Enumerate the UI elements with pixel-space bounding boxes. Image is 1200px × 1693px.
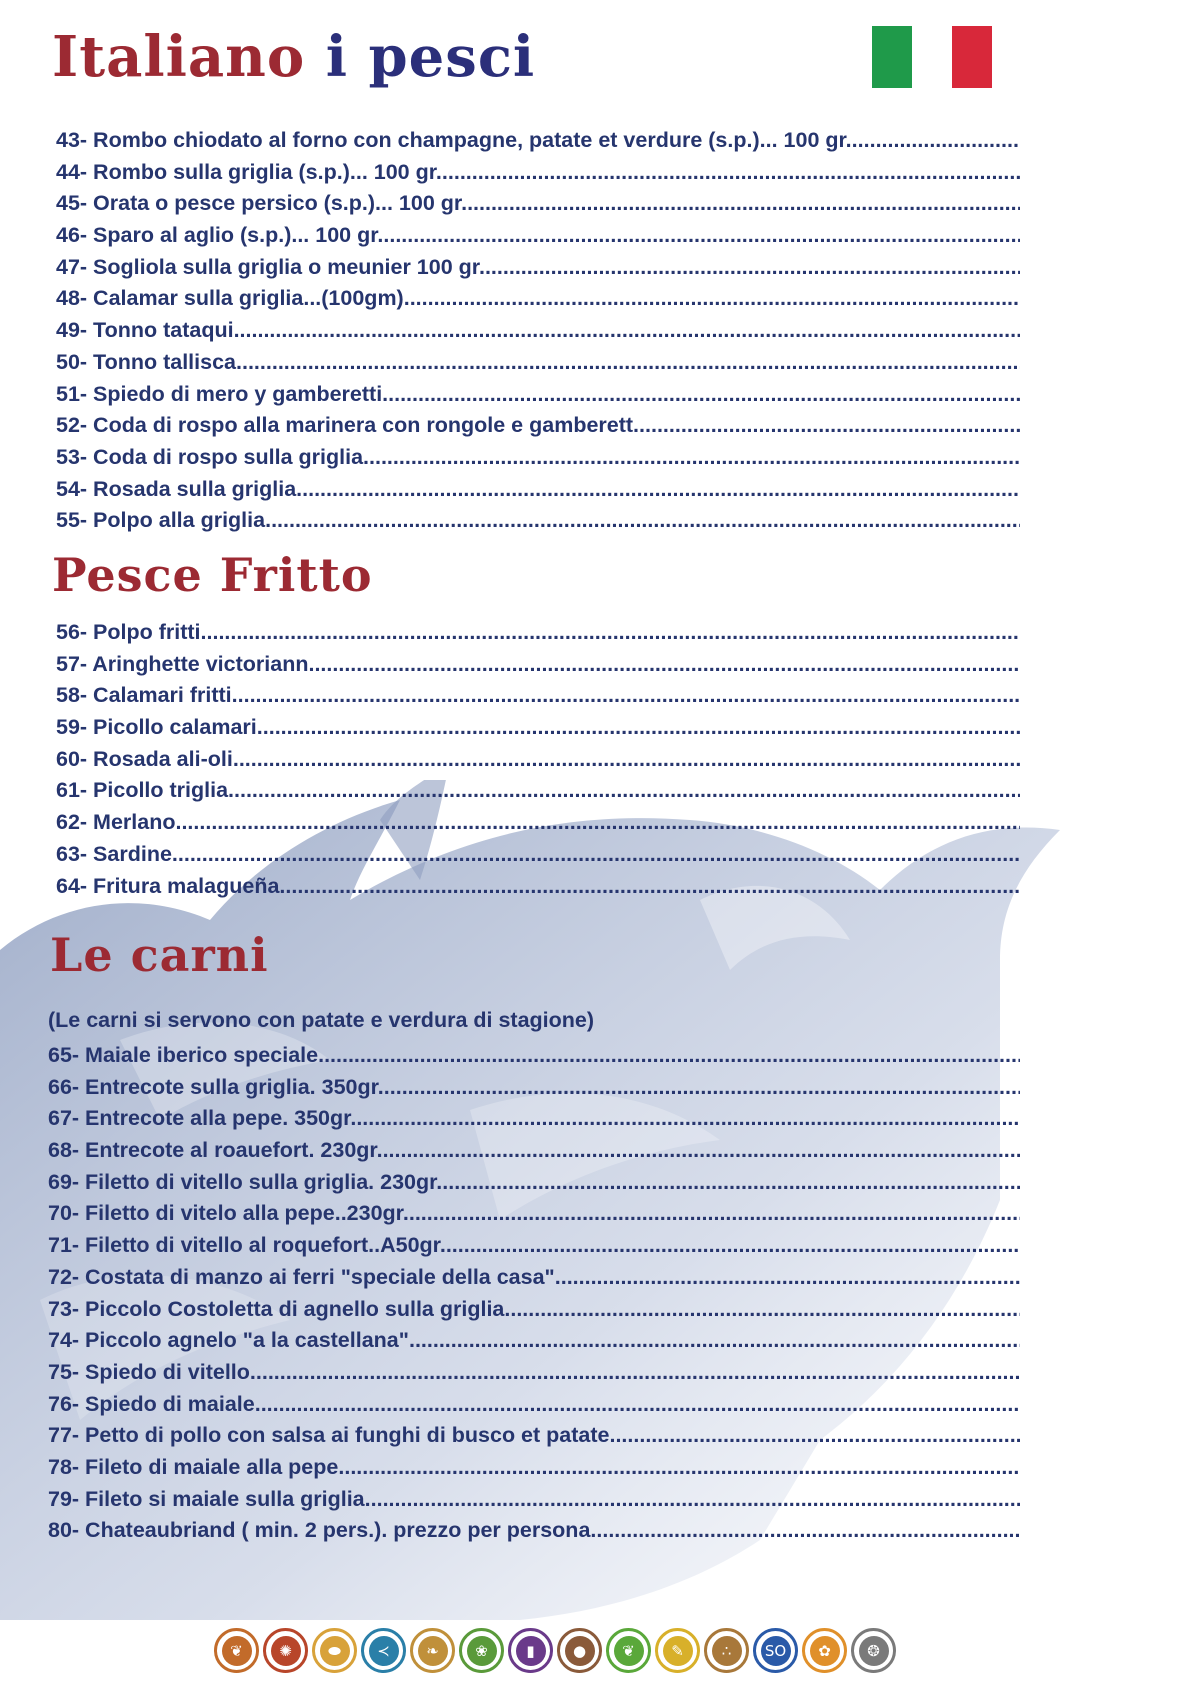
list-item [56,442,1020,474]
menu-item-label: 51- Spiedo di mero y gamberetti. [56,381,389,406]
menu-item-label: 62- Merlano. [56,810,182,835]
allergen-icons-row [214,1628,896,1673]
menu-item-label: 46- Sparo al aglio (s.p.)... 100 gr. [56,223,384,248]
dot-leader [207,617,1021,649]
menu-item-label: 48- Calamar sulla griglia...(100gm). [56,286,410,311]
menu-item-label: 55- Polpo alla griglia [56,508,266,533]
list-item [48,1294,1020,1326]
menu-item-label: 76- Spiedo di maiale. [48,1391,261,1416]
flag-white-stripe [912,26,952,88]
dot-leader [510,1294,1020,1326]
menu-item-label: 43- Rombo chiodato al forno con champagne, patate et verdure (s.p.)... 100 gr. [56,128,852,152]
dot-leader [265,505,1020,537]
menu-item-label: 80- Chateaubriand ( min. 2 pers.). prezzo per persona. [48,1518,597,1543]
list-item [48,1420,1020,1452]
flag-red-stripe [952,26,992,88]
list-item [48,1103,1020,1135]
milk-icon-glyph: ▮ [516,1636,546,1666]
menu-item-label: 44- Rombo sulla griglia (s.p.)... 100 gr. [56,159,442,184]
dot-leader [238,680,1020,712]
list-item [56,410,1020,442]
dot-leader [639,410,1020,442]
pesci-list [56,125,1020,537]
menu-item-label: 59- Picollo calamari. [56,715,263,740]
menu-item-label: 56- Polpo fritti. [56,620,207,644]
dot-leader [240,315,1020,347]
peanut-icon-glyph: ❧ [418,1636,448,1666]
sesame-icon [704,1628,749,1673]
dot-leader [242,347,1020,379]
menu-item-label: 71- Filetto di vitello al roquefort..A50gr. [48,1233,446,1258]
menu-item-label: 72- Costata di manzo ai ferri "speciale della casa". [48,1264,561,1289]
list-item [56,807,1020,839]
dot-leader [285,871,1020,903]
menu-item-label: 45- Orata o pesce persico (s.p.)... 100 gr. [56,191,468,216]
fish-icon [361,1628,406,1673]
menu-item-label: 68- Entrecote al roauefort. 230gr. [48,1138,383,1163]
list-item [48,1072,1020,1104]
menu-item-label: 60- Rosada ali-oli [56,746,233,771]
milk-icon [508,1628,553,1673]
dot-leader [256,1357,1020,1389]
dot-leader [561,1262,1020,1294]
dot-leader [383,220,1020,252]
menu-item-label: 73- Piccolo Costoletta di agnello sulla griglia. [48,1296,511,1321]
list-item [56,220,1020,252]
list-item [48,1515,1020,1547]
menu-item-label: 69- Filetto di vitello sulla griglia. 230gr. [48,1169,443,1194]
crustacean-icon-glyph: ✺ [271,1636,301,1666]
dot-leader [369,442,1020,474]
dot-leader [356,1103,1020,1135]
dot-leader [415,1325,1020,1357]
dot-leader [371,1484,1020,1516]
dot-leader [615,1420,1020,1452]
page-title-part1: Italiano [52,24,306,90]
menu-item-label: 54- Rosada sulla griglia. [56,476,303,501]
list-item [56,252,1020,284]
lupin-icon [802,1628,847,1673]
page-title-part2: i pesci [325,24,536,90]
menu-item-label: 63- Sardine. [56,841,178,866]
list-item [48,1325,1020,1357]
list-item [56,617,1020,649]
menu-item-label: 58- Calamari fritti. [56,683,238,708]
list-item [56,157,1020,189]
list-item [56,125,1020,157]
list-item [56,505,1020,537]
list-item [56,315,1020,347]
dot-leader [409,1198,1020,1230]
list-item [48,1135,1020,1167]
lupin-icon-glyph: ✿ [810,1636,840,1666]
menu-item-label: 74- Piccolo agnelo "a la castellana". [48,1328,415,1353]
dot-leader [485,252,1020,284]
carni-note: (Le carni si servono con patate e verdura di stagione) [48,1008,595,1032]
dot-leader [596,1515,1020,1547]
celery-icon-glyph: ❦ [614,1636,644,1666]
list-item [48,1040,1020,1072]
soy-icon-glyph: ❀ [467,1636,497,1666]
italian-flag-icon [872,26,992,88]
fritto-list [56,617,1020,902]
list-item [56,649,1020,681]
dot-leader [261,1389,1020,1421]
menu-item-label: 57- Aringhette victoriann. [56,651,315,676]
dot-leader [344,1452,1020,1484]
list-item [56,283,1020,315]
sesame-icon-glyph: ∴ [712,1636,742,1666]
section-title-le-carni: Le carni [50,928,269,982]
dot-leader [442,157,1020,189]
dot-leader [446,1230,1020,1262]
menu-item-label: 52- Coda di rospo alla marinera con rongole e gamberett. [56,413,640,438]
menu-item-label: 66- Entrecote sulla griglia. 350gr. [48,1074,384,1099]
menu-item-label: 67- Entrecote alla pepe. 350gr. [48,1106,357,1131]
list-item [48,1357,1020,1389]
menu-item-label: 79- Fileto si maiale sulla griglia. [48,1486,371,1511]
menu-item-label: 70- Filetto di vitelo alla pepe..230gr. [48,1201,409,1226]
mollusc-icon [851,1628,896,1673]
fish-icon-glyph: ≺ [369,1636,399,1666]
wheat-icon-glyph: ❦ [222,1636,252,1666]
list-item [48,1452,1020,1484]
menu-item-label: 47- Sogliola sulla griglia o meunier 100 gr. [56,254,485,279]
celery-icon [606,1628,651,1673]
menu-item-label: 61- Picollo triglia. [56,778,235,803]
peanut-icon [410,1628,455,1673]
dot-leader [442,1167,1020,1199]
list-item [56,775,1020,807]
list-item [56,474,1020,506]
list-item [56,839,1020,871]
dot-leader [233,744,1020,776]
list-item [56,188,1020,220]
dot-leader [388,379,1020,411]
nuts-icon-glyph: ● [565,1636,595,1666]
list-item [48,1198,1020,1230]
menu-item-label: 49- Tonno tataqui. [56,318,240,343]
sulphite-icon-glyph: SO [761,1636,791,1666]
sulphite-icon [753,1628,798,1673]
list-item [56,680,1020,712]
crustacean-icon [263,1628,308,1673]
dot-leader [324,1040,1020,1072]
list-item [48,1262,1020,1294]
dot-leader [384,1072,1020,1104]
dot-leader [181,807,1020,839]
flag-green-stripe [872,26,912,88]
menu-item-label: 65- Maiale iberico speciale. [48,1043,325,1067]
dot-leader [852,125,1020,157]
soy-icon [459,1628,504,1673]
list-item [48,1230,1020,1262]
mollusc-icon-glyph: ❂ [859,1636,889,1666]
menu-item-label: 50- Tonno tallisca. [56,349,242,374]
section-title-pesce-fritto: Pesce Fritto [52,548,373,602]
list-item [48,1484,1020,1516]
list-item [56,379,1020,411]
dot-leader [302,474,1020,506]
menu-item-label: 64- Fritura malagueña. [56,873,286,898]
carni-list [48,1040,1020,1547]
nuts-icon [557,1628,602,1673]
list-item [56,347,1020,379]
menu-item-label: 77- Petto di pollo con salsa ai funghi di busco et patate. [48,1423,616,1448]
mustard-icon-glyph: ✎ [663,1636,693,1666]
dot-leader [383,1135,1020,1167]
list-item [56,712,1020,744]
dot-leader [234,775,1020,807]
list-item [48,1389,1020,1421]
dot-leader [263,712,1020,744]
menu-item-label: 78- Fileto di maiale alla pepe. [48,1454,345,1479]
dot-leader [314,649,1020,681]
wheat-icon [214,1628,259,1673]
menu-item-label: 75- Spiedo di vitello. [48,1359,256,1384]
dot-leader [178,839,1020,871]
list-item [48,1167,1020,1199]
egg-icon-glyph: ⬬ [320,1636,350,1666]
dot-leader [467,188,1020,220]
menu-item-label: 53- Coda di rospo sulla griglia. [56,444,369,469]
egg-icon [312,1628,357,1673]
list-item [56,871,1020,903]
mustard-icon [655,1628,700,1673]
page-title [52,24,535,90]
list-item [56,744,1020,776]
dot-leader [410,283,1020,315]
